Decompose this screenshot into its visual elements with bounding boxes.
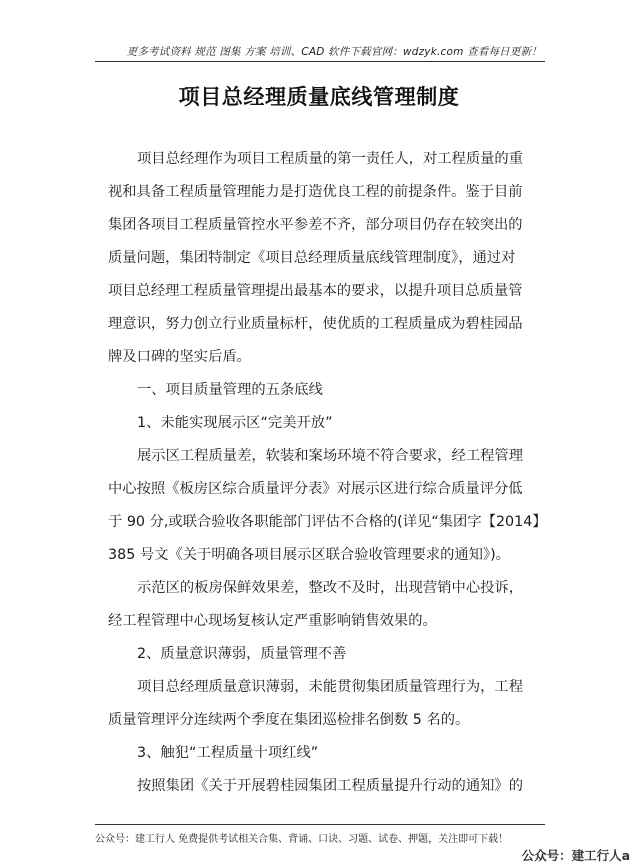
paragraph-line: 质量问题，集团特制定《项目总经理质量底线管理制度》，通过对	[108, 250, 516, 266]
paragraph-line: 项目总经理作为项目工程质量的第一责任人，对工程质量的重	[137, 151, 524, 167]
paragraph-line: 牌及口碑的坚实后盾。	[108, 349, 251, 365]
subsection-heading: 3、触犯“工程质量十项红线”	[137, 745, 319, 761]
paragraph-line: 质量管理评分连续两个季度在集团巡检排名倒数 5 名的。	[108, 712, 470, 728]
paragraph-line: 经工程管理中心现场复核认定严重影响销售效果的。	[108, 613, 437, 629]
paragraph-line: 中心按照《板房区综合质量评分表》对展示区进行综合质量评分低	[108, 481, 523, 497]
paragraph-line: 项目总经理工程质量管理提出最基本的要求，以提升项目总质量管	[108, 283, 523, 299]
paragraph-line: 理意识，努力创立行业质量标杆，使优质的工程质量成为碧桂园品	[108, 316, 523, 332]
paragraph-line: 视和具备工程质量管理能力是打造优良工程的前提条件。鉴于目前	[108, 184, 523, 200]
subsection-heading: 1、未能实现展示区“完美开放”	[137, 415, 333, 431]
paragraph-line: 385 号文《关于明确各项目展示区联合验收管理要求的通知》)。	[108, 547, 510, 563]
paragraph-line: 按照集团《关于开展碧桂园集团工程质量提升行动的通知》的	[137, 778, 524, 794]
paragraph-line: 于 90 分,或联合验收各职能部门评估不合格的(详见“集团字【2014】	[108, 514, 547, 530]
document-title: 项目总经理质量底线管理制度	[178, 85, 460, 109]
header-download-note: 更多考试资料 规范 图集 方案 培训、CAD 软件下载官网：wdzyk.com 查看每日更新！	[126, 46, 542, 58]
watermark: 公众号：建工行人a	[521, 848, 630, 863]
paragraph-line: 项目总经理质量意识薄弱，未能贯彻集团质量管理行为，工程	[137, 679, 524, 695]
paragraph-line: 集团各项目工程质量管控水平参差不齐，部分项目仍存在较突出的	[108, 217, 523, 233]
footer-note: 公众号：建工行人 免费提供考试相关合集、背诵、口诀、习题、试卷、押题，关注即可下载！	[95, 834, 509, 845]
paragraph-line: 展示区工程质量差，软装和案场环境不符合要求，经工程管理	[137, 448, 524, 464]
subsection-heading: 2、质量意识薄弱，质量管理不善	[137, 646, 347, 662]
header-divider	[95, 61, 545, 62]
paragraph-line: 示范区的板房保鲜效果差，整改不及时，出现营销中心投诉，	[137, 580, 524, 596]
section-heading: 一、项目质量管理的五条底线	[137, 382, 323, 398]
footer-divider	[95, 824, 545, 825]
